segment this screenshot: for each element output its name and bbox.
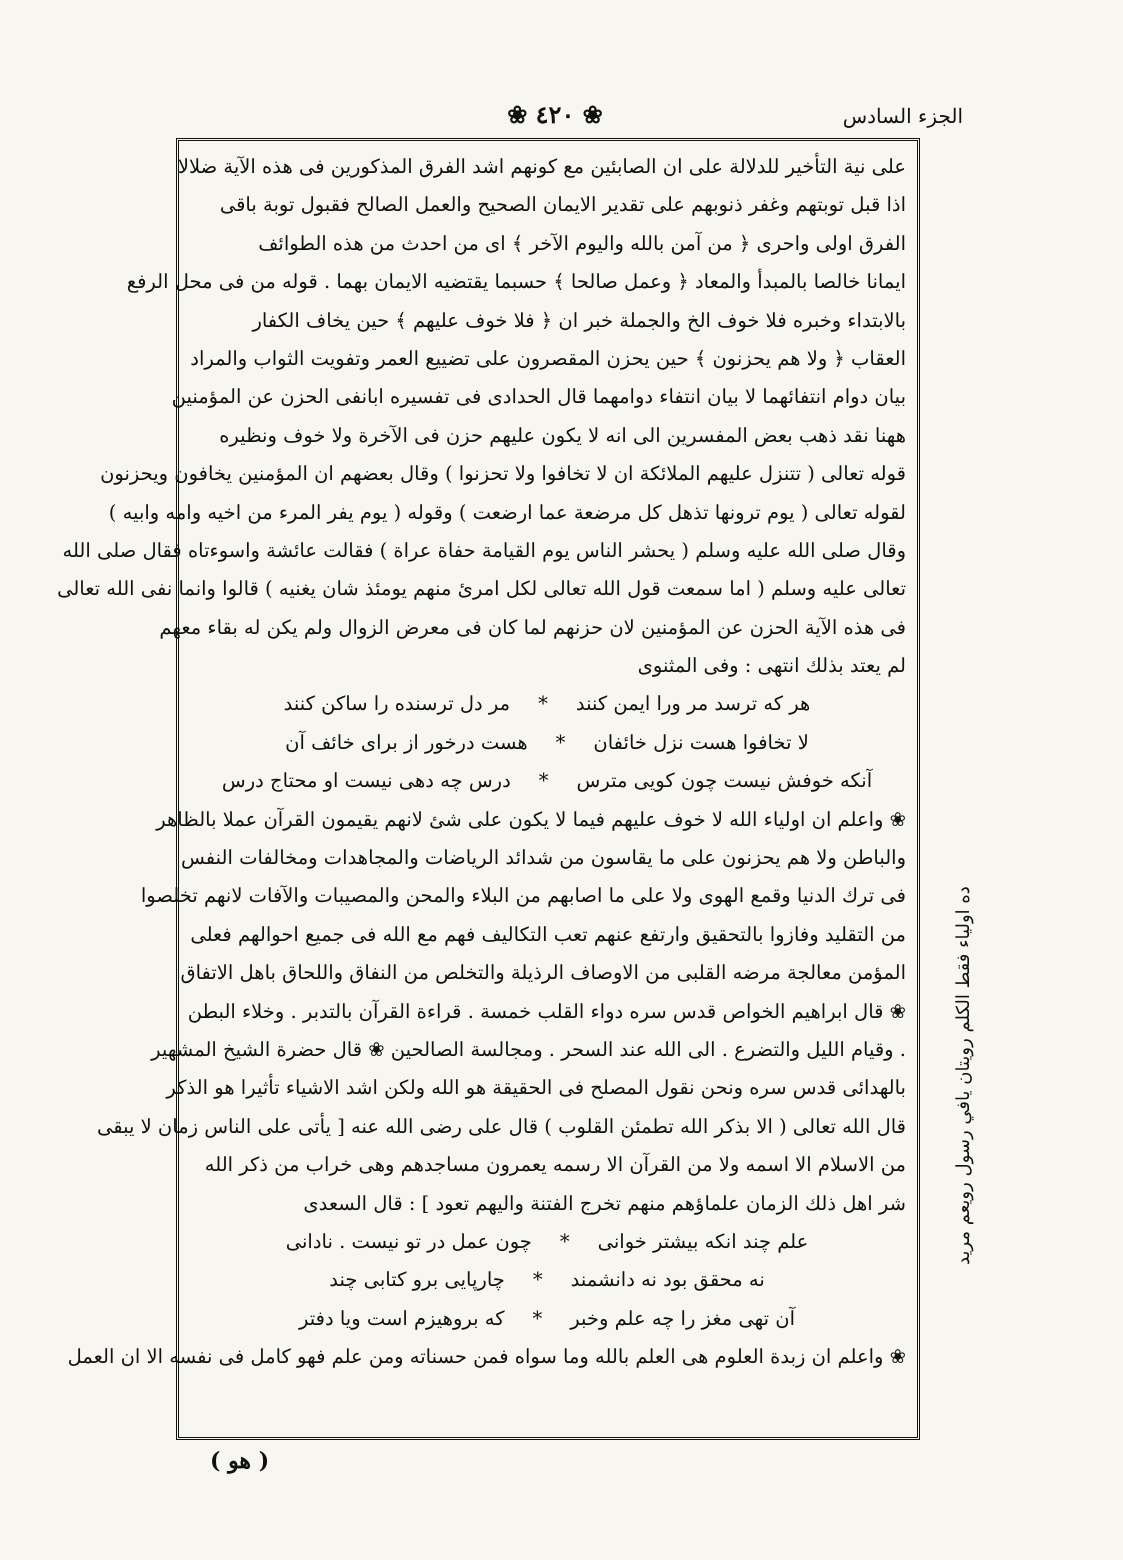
text-line: وقال صلى الله عليه وسلم ( يحشر الناس يوم القيامة حفاة عراة ) فقالت عائشة واسوءتاه فقال صلى الله [62, 538, 906, 562]
text-line: ❀ واعلم ان زبدة العلوم هى العلم بالله وما سواه فمن حسناته ومن علم فهو كامل فى نفسه الا ان العمل [67, 1345, 906, 1369]
text-line: ❀ واعلم ان اولياء الله لا خوف عليهم فيما لا يكون على شئ لانهم يقيمون القرآن عملا بالظاهر [156, 807, 906, 831]
text-line: ❀ قال ابراهيم الخواص قدس سره دواء القلب خمسة . قراءة القرآن بالتدبر . وخلاء البطن [187, 999, 906, 1023]
hemistich: چون عمل در تو نيست . نادانى [285, 1229, 532, 1253]
verse-separator: * [538, 769, 549, 793]
hemistich: لا تخافوا هست نزل خائفان [593, 730, 809, 754]
margin-note: ده اولياء فقط الكلم رويتان يافي رسول رويعم مريد [953, 886, 974, 1266]
hemistich: علم چند انكه بيشتر خوانى [597, 1229, 809, 1253]
text-line: فى ترك الدنيا وقمع الهوى ولا على ما اصابهم من البلاء والمحن والمصيبات والآفات لانهم تخلصوا [140, 884, 906, 908]
text-line: قوله تعالى ( تتنزل عليهم الملائكة ان لا تخافوا ولا تحزنوا ) وقال بعضهم ان المؤمنين يخافون ويحزنون [100, 462, 906, 486]
text-line: . وقيام الليل والتضرع . الى الله عند السحر . ومجالسة الصالحين ❀ قال حضرة الشيخ المشهير [151, 1037, 906, 1061]
text-line: من التقليد وفازوا بالتحقيق وارتفع عنهم تعب التكاليف فهم مع الله فى جميع احوالهم فعلى [190, 922, 906, 946]
text-line: شر اهل ذلك الزمان علماؤهم منهم تخرج الفتنة واليهم تعود ] : قال السعدى [303, 1191, 906, 1215]
verse-line [188, 762, 906, 800]
text-line: بيان دوام انتفائهما لا بيان انتفاء دوامهما قال الحدادى فى تفسيره ابانفى الحزن عن المؤمنين [171, 385, 906, 409]
text-line: بالهدائى قدس سره ونحن نقول المصلح فى الحقيقة هو الله ولكن اشد الاشياء تأثيرا هو الذكر [166, 1076, 906, 1100]
text-line: الفرق اولى واحرى ﴿ من آمن بالله واليوم الآخر ﴾ اى من احدث من هذه الطوائف [258, 231, 906, 255]
text-line: على نية التأخير للدلالة على ان الصابئين مع كونهم اشد الفرق المذكورين فى هذه الآية ضلالا [177, 155, 906, 178]
main-text [57, 148, 906, 1377]
text-line: لقوله تعالى ( يوم ترونها تذهل كل مرضعة عما ارضعت ) وقوله ( يوم يفر المرء من اخيه وامه وابيه ) [108, 500, 906, 524]
text-line: قال الله تعالى ( الا بذكر الله تطمئن القلوب ) قال على رضى الله عنه [ يأتى على الناس زمان لا يبقى [96, 1114, 906, 1138]
hemistich: نه محقق بود نه دانشمند [570, 1268, 765, 1292]
page-header [0, 96, 1123, 140]
hemistich: مر دل ترسنده را ساكن كنند [283, 692, 511, 716]
hemistich: هر كه ترسد مر ورا ايمن كنند [575, 692, 811, 716]
hemistich: كه بروهيزم است ويا دفتر [299, 1306, 505, 1330]
verse-line [188, 724, 906, 762]
text-line: بالابتداء وخبره فلا خوف الخ والجملة خبر ان ﴿ فلا خوف عليهم ﴾ حين يخاف الكفار [252, 308, 906, 332]
hemistich: درس چه دهى نيست او محتاج درس [221, 769, 511, 793]
hemistich: آنكه خوفش نيست چون كويى مترس [576, 769, 873, 793]
verse-line [188, 1261, 906, 1299]
verse-separator: * [532, 1268, 543, 1292]
text-line: فى هذه الآية الحزن عن المؤمنين لان حزنهم لما كان فى معرض الزوال ولم يكن له بقاء معهم [159, 615, 906, 639]
text-line: المؤمن معالجة مرضه القلبى من الاوصاف الرذيلة والتخلص من النفاق واللحاق باهل الاتفاق [180, 961, 906, 985]
text-line: ايمانا خالصا بالمبدأ والمعاد ﴿ وعمل صالحا ﴾ حسبما يقتضيه الايمان بهما . قوله من فى محل الرفع [126, 270, 906, 294]
catchword: ( هو ) [210, 1448, 270, 1474]
text-line: العقاب ﴿ ولا هم يحزنون ﴾ حين يحزن المقصرون على تضييع العمر وتفويت الثواب والمراد [190, 346, 906, 370]
verse-line [188, 1223, 906, 1261]
hemistich: چارپايى برو كتابى چند [329, 1268, 505, 1292]
text-line: اذا قبل توبتهم وغفر ذنوبهم على تقدير الايمان الصحيح والعمل الصالح فقبول توبة باقى [219, 193, 906, 217]
page-number: ❀ ٤٢٠ ❀ [507, 100, 603, 129]
part-label: الجزء السادس [842, 104, 963, 128]
verse-line [188, 1300, 906, 1338]
verse-separator: * [555, 730, 566, 754]
text-line: والباطن ولا هم يحزنون على ما يقاسون من شدائد الرياضات والمجاهدات ومخالفات النفس [180, 846, 906, 870]
verse-separator: * [538, 692, 548, 716]
text-line: من الاسلام الا اسمه ولا من القرآن الا رسمه يعمرون مساجدهم وهى خراب من ذكر الله [204, 1153, 906, 1177]
text-line: تعالى عليه وسلم ( اما سمعت قول الله تعالى لكل امرئ منهم يومئذ شان يغنيه ) قالوا وانما نفى الله تعالى [57, 577, 906, 601]
hemistich: هست درخور از براى خائف آن [285, 730, 528, 754]
hemistich: آن تهى مغز را چه علم وخبر [570, 1306, 795, 1330]
text-line: لم يعتد بذلك انتهى : وفى المثنوى [637, 654, 906, 678]
verse-separator: * [559, 1229, 570, 1253]
text-line: ههنا نقد ذهب بعض المفسرين الى انه لا يكون عليهم حزن فى الآخرة ولا خوف ونظيره [219, 423, 906, 447]
verse-line [188, 685, 906, 723]
verse-separator: * [532, 1306, 543, 1330]
